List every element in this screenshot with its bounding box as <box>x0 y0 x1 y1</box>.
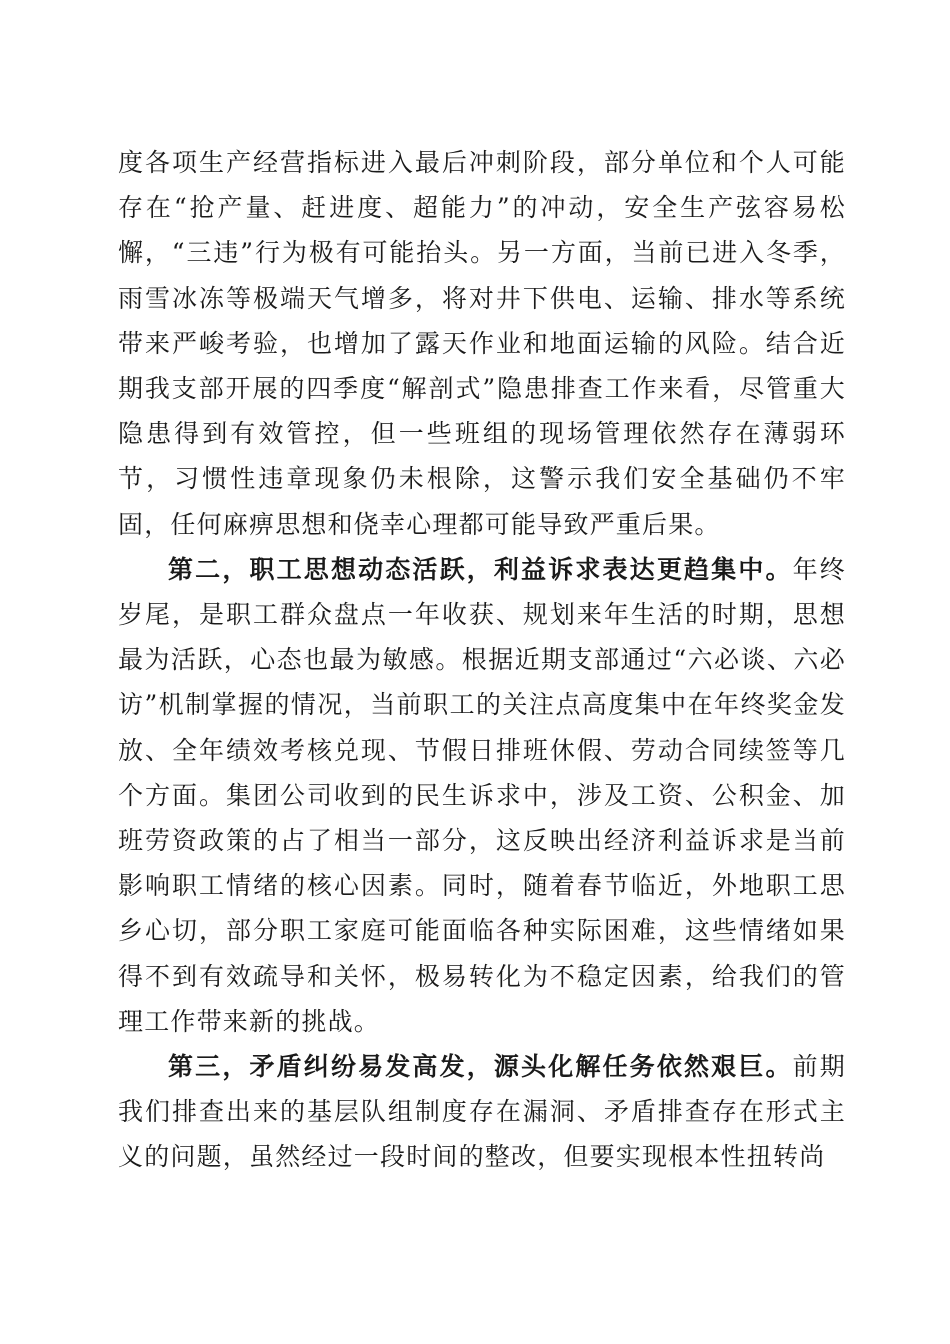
document-body <box>118 140 846 1180</box>
paragraph-3-text: 前期我们排查出来的基层队组制度存在漏洞、矛盾排查存在形式主义的问题，虽然经过一段时间的整改，但要实现根本性扭转尚 <box>118 1052 846 1172</box>
paragraph-3-lead: 第三，矛盾纠纷易发高发，源头化解任务依然艰巨。 <box>168 1052 793 1082</box>
paragraph-second-point <box>118 547 846 1044</box>
paragraph-third-point <box>118 1044 846 1180</box>
paragraph-1-text: 度各项生产经营指标进入最后冲刺阶段，部分单位和个人可能存在“抢产量、赶进度、超能力”的冲动，安全生产弦容易松懈，“三违”行为极有可能抬头。另一方面，当前已进入冬季，雨雪冰冻等极端天气增多，将对井下供电、运输、排水等系统带来严峻考验，也增加了露天作业和地面运输的风险。结合近期我支部开展的四季度“解剖式”隐患排查工作来看，尽管重大隐患得到有效管控，但一些班组的现场管理依然存在薄弱环节，习惯性违章现象仍未根除，这警示我们安全基础仍不牢固，任何麻痹思想和侥幸心理都可能导致严重后果。 <box>118 148 846 539</box>
paragraph-2-text: 年终岁尾，是职工群众盘点一年收获、规划来年生活的时期，思想最为活跃，心态也最为敏感。根据近期支部通过“六必谈、六必访”机制掌握的情况，当前职工的关注点高度集中在年终奖金发放、全年绩效考核兑现、节假日排班休假、劳动合同续签等几个方面。集团公司收到的民生诉求中，涉及工资、公积金、加班劳资政策的占了相当一部分，这反映出经济利益诉求是当前影响职工情绪的核心因素。同时，随着春节临近，外地职工思乡心切，部分职工家庭可能面临各种实际困难，这些情绪如果得不到有效疏导和关怀，极易转化为不稳定因素，给我们的管理工作带来新的挑战。 <box>118 554 846 1036</box>
paragraph-continuation <box>118 140 846 547</box>
paragraph-2-lead: 第二，职工思想动态活跃，利益诉求表达更趋集中。 <box>168 554 793 584</box>
